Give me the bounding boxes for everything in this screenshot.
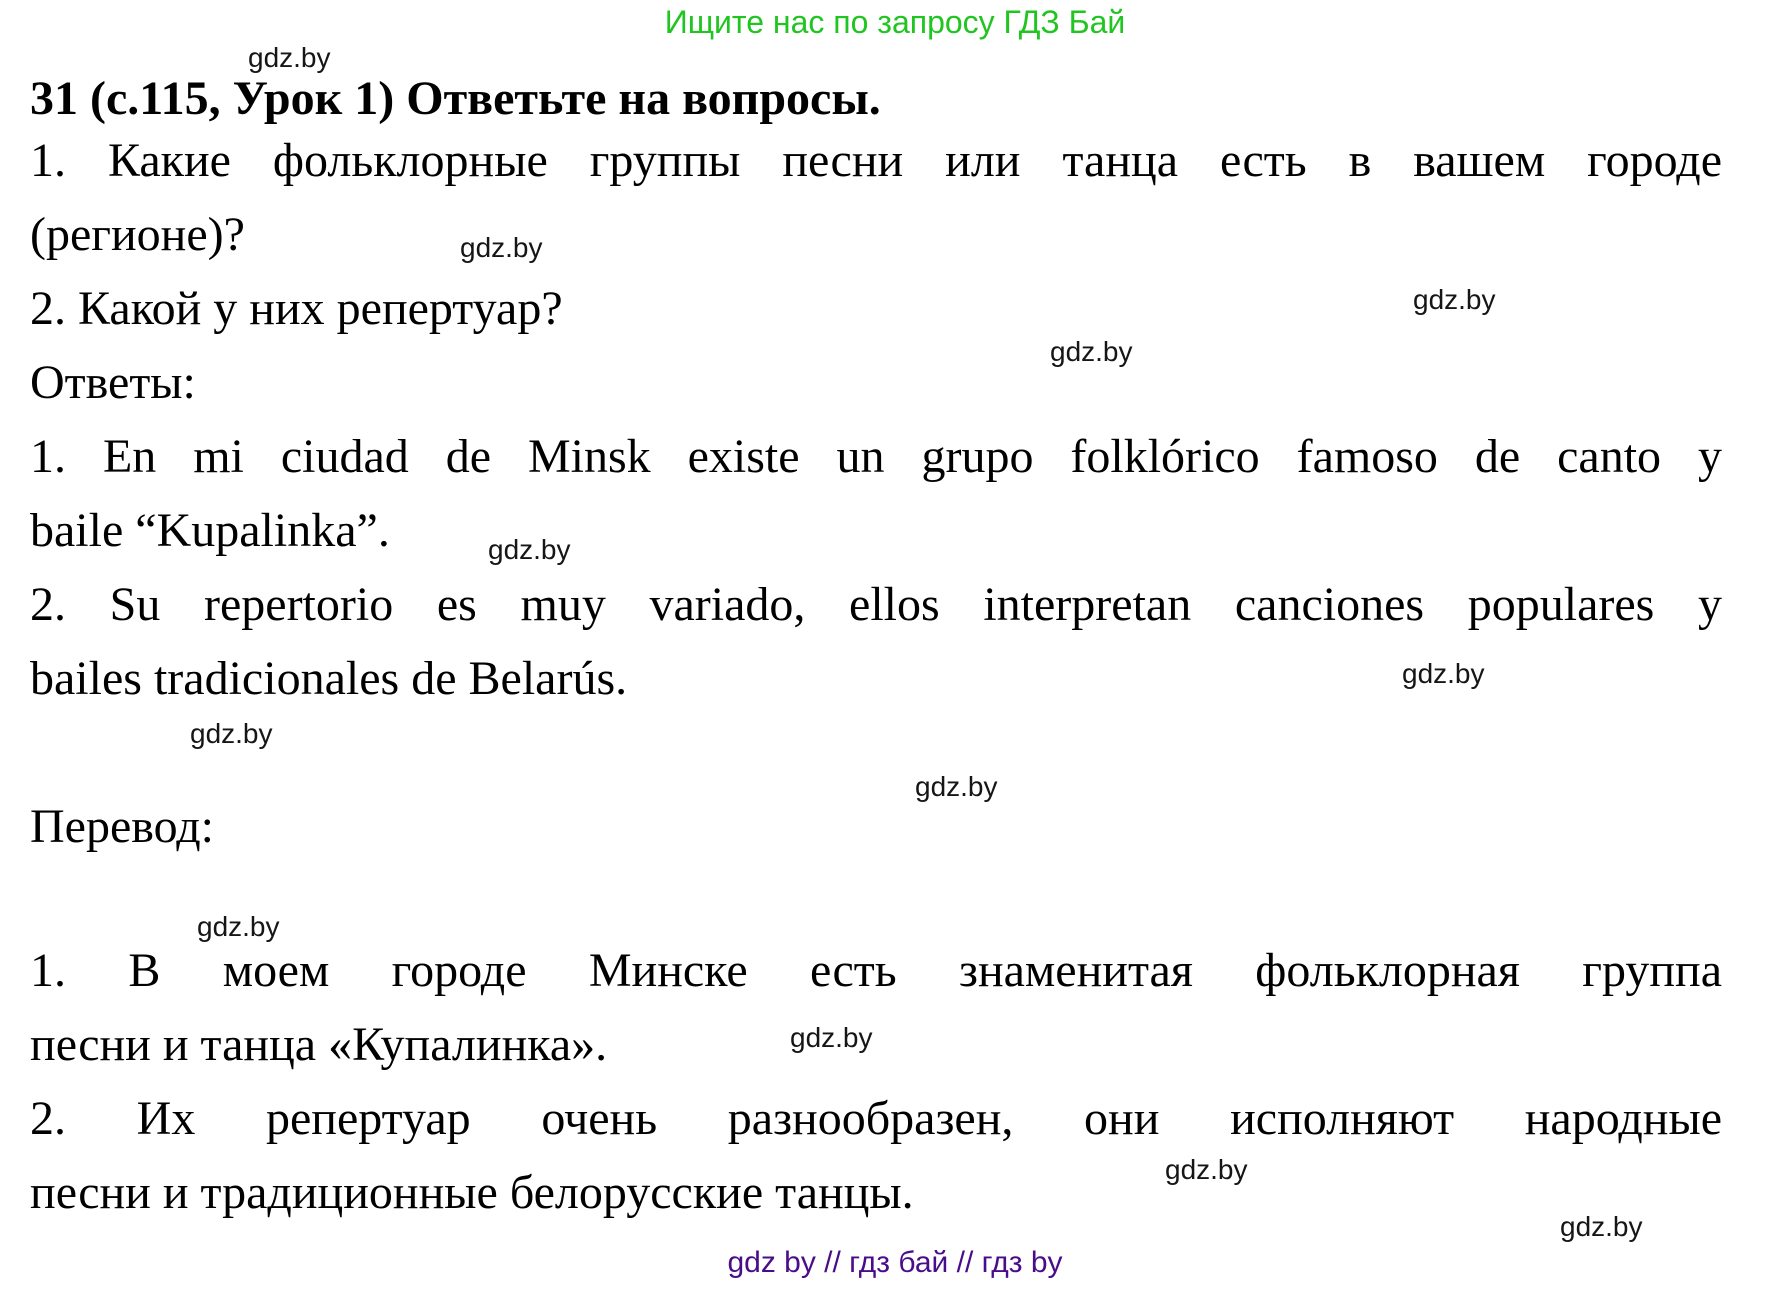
promo-banner: Ищите нас по запросу ГДЗ Бай — [664, 4, 1126, 40]
gdz-watermark: gdz.by — [1413, 284, 1496, 315]
question-2: 2. Какой у них репертуар? — [30, 282, 563, 335]
answer-2-line-1: 2. Su repertorio es muy variado, ellos interpretan canciones populares y — [30, 578, 1722, 631]
gdz-watermark: gdz.by — [190, 718, 273, 749]
gdz-watermark: gdz.by — [197, 911, 280, 942]
answers-label: Ответы: — [30, 356, 196, 409]
translation-label: Перевод: — [30, 800, 214, 853]
question-1-line-2: (регионе)? — [30, 208, 245, 261]
translation-1-line-2: песни и танца «Купалинка». — [30, 1018, 608, 1071]
question-1-line-1: 1. Какие фольклорные группы песни или танца есть в вашем городе — [30, 134, 1722, 187]
translation-2-line-1: 2. Их репертуар очень разнообразен, они исполняют народные — [30, 1092, 1722, 1145]
gdz-watermark: gdz.by — [915, 771, 998, 802]
gdz-watermark: gdz.by — [1402, 658, 1485, 689]
gdz-watermark: gdz.by — [248, 42, 331, 73]
gdz-watermark: gdz.by — [488, 534, 571, 565]
translation-1-line-1: 1. В моем городе Минске есть знаменитая фольклорная группа — [30, 944, 1722, 997]
gdz-watermark: gdz.by — [1165, 1154, 1248, 1185]
footer-branding: gdz by // гдз бай // гдз by — [727, 1246, 1063, 1279]
gdz-watermark: gdz.by — [460, 232, 543, 263]
gdz-watermark: gdz.by — [1560, 1211, 1643, 1242]
answer-1-line-2: baile “Kupalinka”. — [30, 504, 390, 557]
exercise-title: 31 (с.115, Урок 1) Ответьте на вопросы. — [30, 72, 881, 125]
gdz-watermark: gdz.by — [1050, 336, 1133, 367]
translation-2-line-2: песни и традиционные белорусские танцы. — [30, 1166, 914, 1219]
answer-1-line-1: 1. En mi ciudad de Minsk existe un grupo folklórico famoso de canto y — [30, 430, 1722, 483]
gdz-watermark: gdz.by — [790, 1022, 873, 1053]
answer-2-line-2: bailes tradicionales de Belarús. — [30, 652, 628, 705]
